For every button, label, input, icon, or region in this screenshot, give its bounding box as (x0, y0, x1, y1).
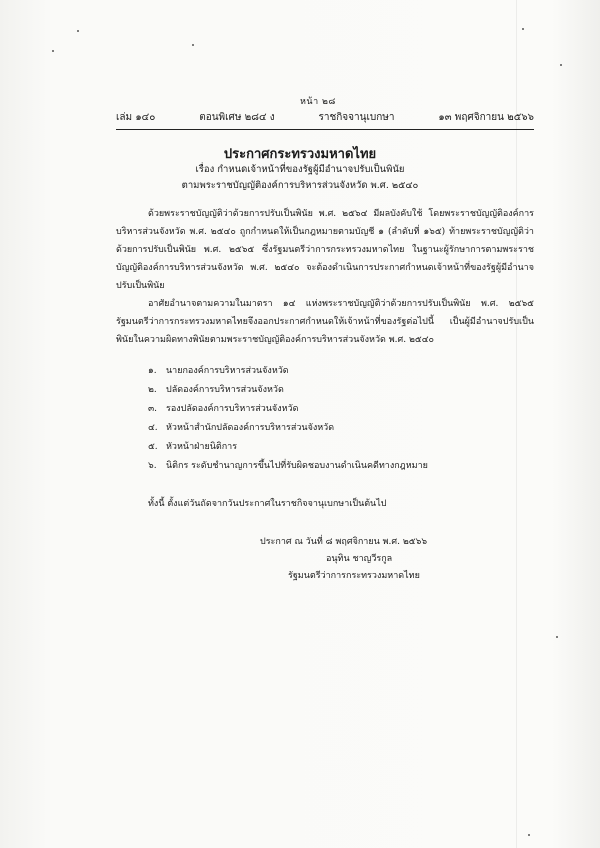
list-label: หัวหน้าฝ่ายนิติการ (166, 442, 238, 452)
signatory-name: อนุทิน ชาญวีรกูล (326, 554, 393, 564)
list-number: ๑. (148, 366, 157, 376)
body-paragraph-1: ด้วยพระราชบัญญัติว่าด้วยการปรับเป็นพินัย พ.ศ. ๒๕๖๔ มีผลบังคับใช้ โดยพระราชบัญญัติองค์การบริหารส่วนจังหวัด พ.ศ. ๒๕๔๐ ถูกกำหนดให้เป็นกฎหมายตามบัญชี ๑ (ลำดับที่ ๑๖๕) ท้ายพระราชบัญญัติว่าด้วยการปรับเป็นพินัย พ.ศ. ๒๕๖๕ ซึ่งรัฐมนตรีว่าการกระทรวงมหาดไทย ในฐานะผู้รักษาการตามพระราชบัญญัติองค์การบริหารส่วนจังหวัด พ.ศ. ๒๕๔๐ จะต้องดำเนินการประกาศกำหนดเจ้าหน้าที่ของรัฐผู้มีอำนาจปรับเป็นพินัย (116, 209, 534, 291)
list-item (148, 400, 528, 419)
gazette-header (116, 110, 534, 130)
list-item (148, 419, 528, 438)
volume-label: เล่ม ๑๔๐ (116, 112, 156, 123)
announcement-title: ประกาศกระทรวงมหาดไทย (223, 147, 377, 162)
list-number: ๕. (148, 442, 158, 452)
scan-speck (192, 44, 194, 46)
signatory-position: รัฐมนตรีว่าการกระทรวงมหาดไทย (288, 571, 420, 581)
scan-speck (522, 28, 524, 30)
officials-list (148, 362, 528, 476)
section-label: ตอนพิเศษ ๒๘๔ ง (199, 112, 275, 123)
scan-speck (52, 50, 54, 52)
list-number: ๖. (148, 461, 157, 471)
scan-speck (560, 64, 562, 66)
list-item (148, 457, 528, 476)
body-paragraph-2: อาศัยอำนาจตามความในมาตรา ๑๔ แห่งพระราชบัญญัติว่าด้วยการปรับเป็นพินัย พ.ศ. ๒๕๖๕ รัฐมนตรีว่าการกระทรวงมหาดไทยจึงออกประกาศกำหนดให้เจ้าหน้าที่ของรัฐต่อไปนี้ เป็นผู้มีอำนาจปรับเป็นพินัยในความผิดทางพินัยตามพระราชบัญญัติองค์การบริหารส่วนจังหวัด พ.ศ. ๒๕๔๐ (116, 299, 534, 345)
announcement-subject-line2: ตามพระราชบัญญัติองค์การบริหารส่วนจังหวัด พ.ศ. ๒๕๔๐ (181, 180, 419, 191)
gazette-date: ๑๓ พฤศจิกายน ๒๕๖๖ (438, 112, 534, 123)
list-item (148, 381, 528, 400)
list-label: ปลัดองค์การบริหารส่วนจังหวัด (166, 385, 284, 395)
scan-speck (77, 30, 79, 32)
list-number: ๒. (148, 385, 157, 395)
signature-date: ประกาศ ณ วันที่ ๘ พฤศจิกายน พ.ศ. ๒๕๖๖ (260, 537, 428, 547)
list-item (148, 438, 528, 457)
publication-label: ราชกิจจานุเบกษา (318, 112, 395, 123)
effective-date-clause: ทั้งนี้ ตั้งแต่วันถัดจากวันประกาศในราชกิจจานุเบกษาเป็นต้นไป (148, 499, 387, 509)
list-label: นายกองค์การบริหารส่วนจังหวัด (166, 366, 289, 376)
list-label: รองปลัดองค์การบริหารส่วนจังหวัด (166, 404, 299, 414)
announcement-subject: เรื่อง กำหนดเจ้าหน้าที่ของรัฐผู้มีอำนาจปรับเป็นพินัย (195, 164, 405, 175)
scan-speck (556, 636, 558, 638)
list-label: นิติกร ระดับชำนาญการขึ้นไปที่รับผิดชอบงานดำเนินคดีทางกฎหมาย (166, 461, 428, 471)
list-item (148, 362, 528, 381)
page-number: หน้า ๒๘ (300, 97, 336, 107)
scan-speck (528, 834, 530, 836)
list-label: หัวหน้าสำนักปลัดองค์การบริหารส่วนจังหวัด (166, 423, 335, 433)
list-number: ๓. (148, 404, 158, 414)
list-number: ๔. (148, 423, 158, 433)
